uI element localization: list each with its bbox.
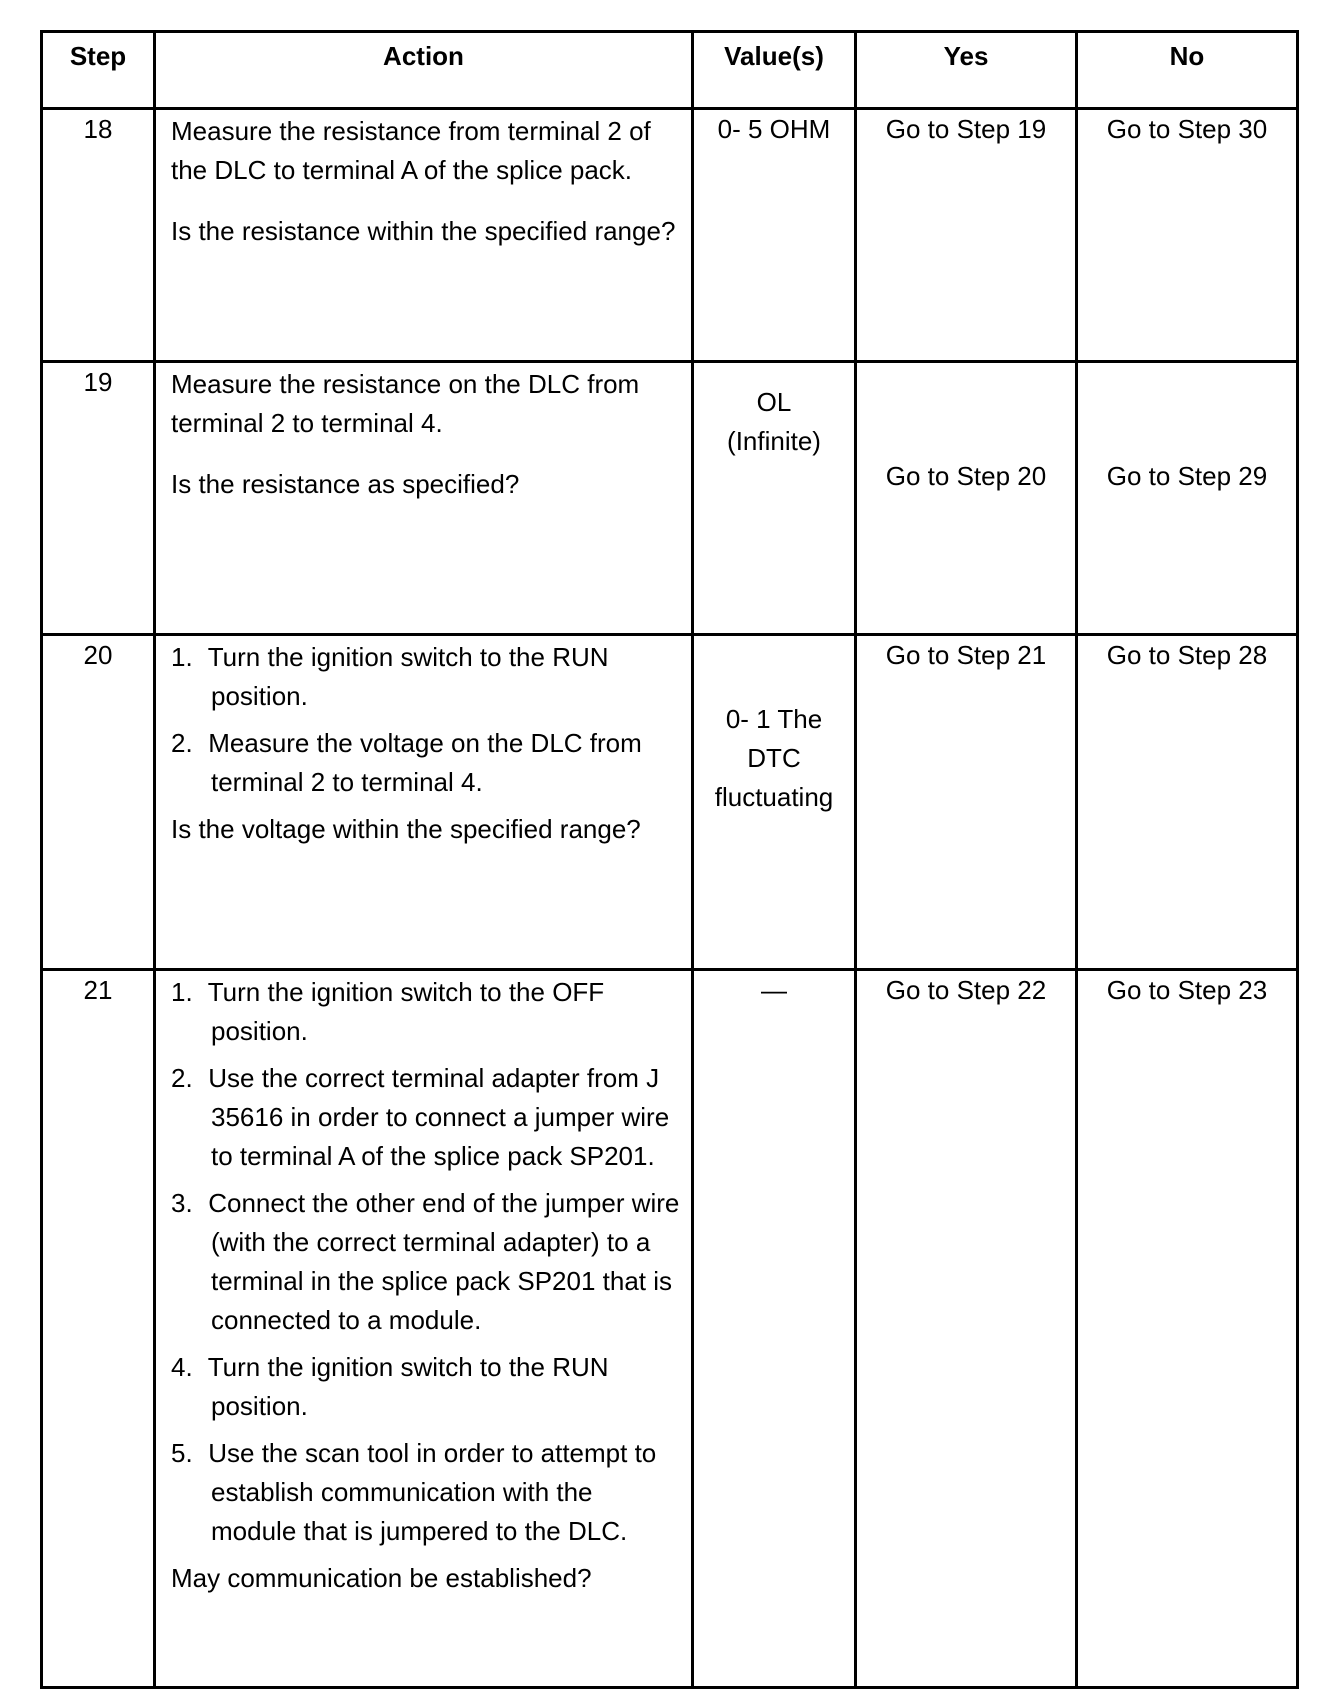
- value-cell: [693, 635, 856, 970]
- diagnostic-table: [40, 30, 1299, 1689]
- step-number: 18: [42, 109, 155, 362]
- table-row: [42, 635, 1298, 970]
- action-cell: [155, 635, 693, 970]
- value-line: OL: [756, 387, 792, 417]
- action-text: Measure the resistance from terminal 2 of the DLC to terminal A of the splice pack.: [171, 116, 651, 185]
- action-text: Measure the resistance on the DLC from terminal 2 to terminal 4.: [171, 369, 640, 438]
- action-step: 1. Turn the ignition switch to the OFF position.: [171, 977, 605, 1046]
- step-number: 20: [42, 635, 155, 970]
- no-cell: Go to Step 23: [1077, 970, 1298, 1688]
- action-step: 2. Measure the voltage on the DLC from terminal 2 to terminal 4.: [171, 728, 642, 797]
- action-question: Is the voltage within the specified range?: [171, 814, 641, 844]
- header-no: No: [1077, 32, 1298, 109]
- action-question: Is the resistance within the specified range?: [171, 216, 676, 246]
- value-line: (Infinite): [727, 426, 821, 456]
- value-line: 0- 1 The: [725, 704, 823, 734]
- no-cell: Go to Step 28: [1077, 635, 1298, 970]
- action-cell: [155, 970, 693, 1688]
- action-question: May communication be established?: [171, 1563, 592, 1593]
- yes-cell: Go to Step 22: [856, 970, 1077, 1688]
- value-cell: [693, 362, 856, 635]
- action-steps: [171, 973, 681, 1551]
- step-number: 19: [42, 362, 155, 635]
- yes-cell: Go to Step 21: [856, 635, 1077, 970]
- table-row: [42, 970, 1298, 1688]
- action-step: 2. Use the correct terminal adapter from J 35616 in order to connect a jumper wire to terminal A of the splice pack SP201.: [171, 1063, 670, 1171]
- value-cell: 0- 5 OHM: [693, 109, 856, 362]
- yes-cell: Go to Step 20: [856, 362, 1077, 635]
- action-step: 3. Connect the other end of the jumper wire (with the correct terminal adapter) to a terminal in the splice pack SP201 that is connected to a module.: [171, 1188, 680, 1335]
- header-row: [42, 32, 1298, 109]
- yes-cell: Go to Step 19: [856, 109, 1077, 362]
- header-action: Action: [155, 32, 693, 109]
- action-step: 5. Use the scan tool in order to attempt to establish communication with the module that is jumpered to the DLC.: [171, 1438, 657, 1546]
- no-cell: Go to Step 29: [1077, 362, 1298, 635]
- action-question: Is the resistance as specified?: [171, 469, 520, 499]
- table-row: [42, 109, 1298, 362]
- step-number: 21: [42, 970, 155, 1688]
- action-steps: [171, 638, 681, 802]
- header-yes: Yes: [856, 32, 1077, 109]
- header-step: Step: [42, 32, 155, 109]
- table-row: [42, 362, 1298, 635]
- no-cell: Go to Step 30: [1077, 109, 1298, 362]
- header-values: Value(s): [693, 32, 856, 109]
- action-step: 4. Turn the ignition switch to the RUN position.: [171, 1352, 609, 1421]
- action-cell: [155, 362, 693, 635]
- value-line: fluctuating: [714, 782, 834, 812]
- action-cell: [155, 109, 693, 362]
- value-cell: —: [693, 970, 856, 1688]
- action-step: 1. Turn the ignition switch to the RUN position.: [171, 642, 609, 711]
- value-line: DTC: [747, 743, 801, 773]
